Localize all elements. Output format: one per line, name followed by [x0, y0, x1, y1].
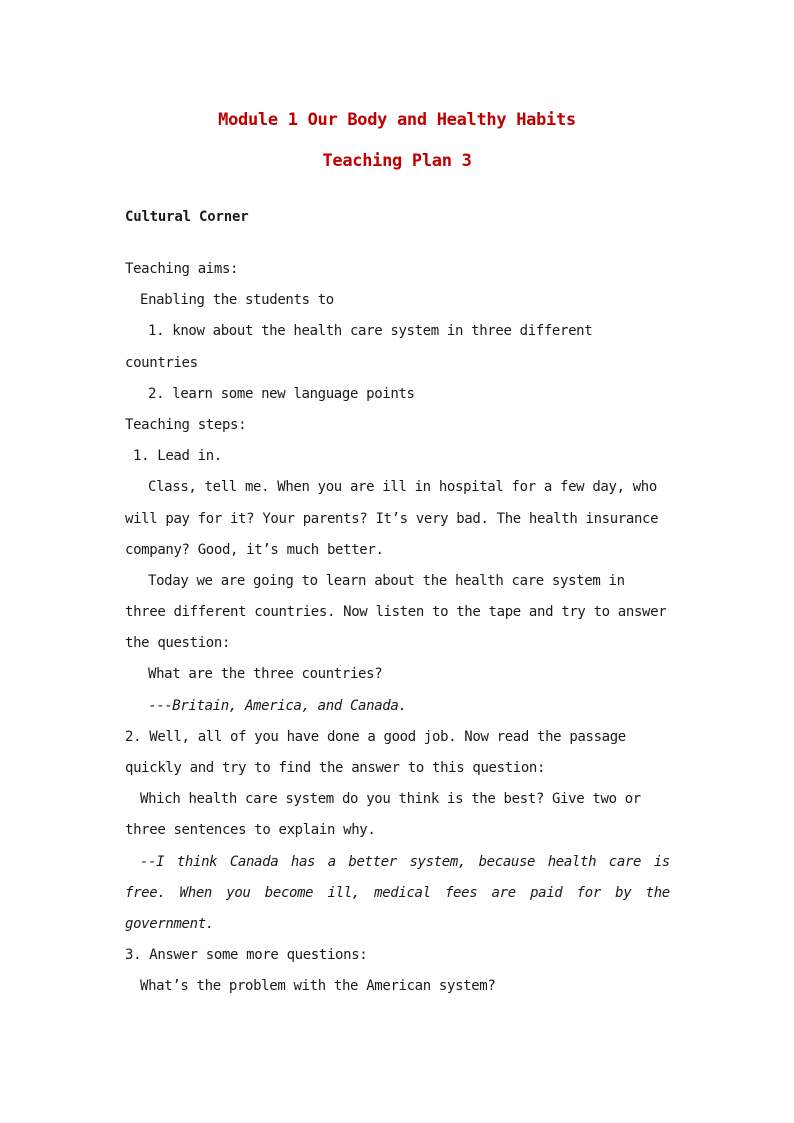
answer-2-word: by [615, 884, 632, 901]
question-2-line-2: three sentences to explain why. [125, 822, 376, 839]
document-body [125, 254, 670, 1003]
answer-2-word: the [645, 884, 670, 901]
answer-2-word: system, [409, 853, 466, 870]
answer-2-word: for [576, 884, 601, 901]
answer-2-word: free. [125, 884, 166, 901]
answer-2-word: care [608, 853, 642, 870]
step-1-line: 1. Lead in. [133, 448, 222, 465]
answer-2-word: you [226, 884, 251, 901]
document-subtitle: Teaching Plan 3 [322, 151, 472, 171]
paragraph-2-line-3: the question: [125, 635, 231, 652]
answer-2-word: better [348, 853, 397, 870]
paragraph-1-line-3: company? Good, it’s much better. [125, 541, 384, 558]
answer-1-text: Britain, America, and Canada. [172, 697, 407, 714]
answer-2-word: fees [444, 884, 478, 901]
step-2-line-2: quickly and try to find the answer to this question: [125, 760, 546, 776]
answer-2-word: are [491, 884, 516, 901]
answer-2-line-1 [125, 847, 670, 878]
answer-2-word: become [264, 884, 314, 901]
document-title: Module 1 Our Body and Healthy Habits [218, 110, 576, 130]
answer-2-word: When [179, 884, 212, 901]
enabling-line: Enabling the students to [140, 292, 334, 309]
step-2-line-1: 2. Well, all of you have done a good job. Now read the passage [125, 728, 626, 745]
paragraph-1-line-2: will pay for it? Your parents? It’s very bad. The health insurance [125, 510, 659, 527]
section-heading: Cultural Corner [125, 209, 249, 225]
aim-1-line: 1. know about the health care system in three different [148, 323, 593, 340]
answer-2-word: --I [140, 853, 165, 870]
paragraph-2-line-1: Today we are going to learn about the health care system in [148, 572, 625, 589]
answer-2-word: paid [530, 884, 563, 901]
answer-2-word: ill, [327, 884, 360, 901]
answer-2-line-3: government. [125, 915, 214, 932]
aim-2-line: 2. learn some new language points [148, 385, 415, 402]
aim-1-continuation: countries [125, 354, 198, 371]
answer-2-word: because [478, 853, 536, 870]
answer-2-word: is [653, 853, 670, 870]
paragraph-1-line-1: Class, tell me. When you are ill in hospital for a few day, who [148, 479, 657, 496]
answer-1-line [125, 691, 670, 722]
answer-2-word: Canada [229, 853, 279, 870]
answer-2-word: health [547, 853, 597, 870]
paragraph-2-line-2: three different countries. Now listen to the tape and try to answer [125, 604, 667, 621]
steps-label: Teaching steps: [125, 416, 247, 433]
answer-2-line-2 [125, 878, 670, 909]
answer-2-word: medical [374, 884, 431, 901]
question-1-line: What are the three countries? [148, 666, 383, 683]
answer-2-word: has [290, 853, 316, 870]
aims-label: Teaching aims: [125, 261, 239, 277]
question-3-line: What’s the problem with the American system? [140, 978, 496, 995]
answer-2-word: a [327, 853, 336, 870]
answer-1-prefix: --- [148, 697, 173, 714]
step-3-line: 3. Answer some more questions: [125, 947, 368, 964]
question-2-line-1: Which health care system do you think is the best? Give two or [140, 791, 641, 808]
answer-2-word: think [176, 853, 218, 870]
